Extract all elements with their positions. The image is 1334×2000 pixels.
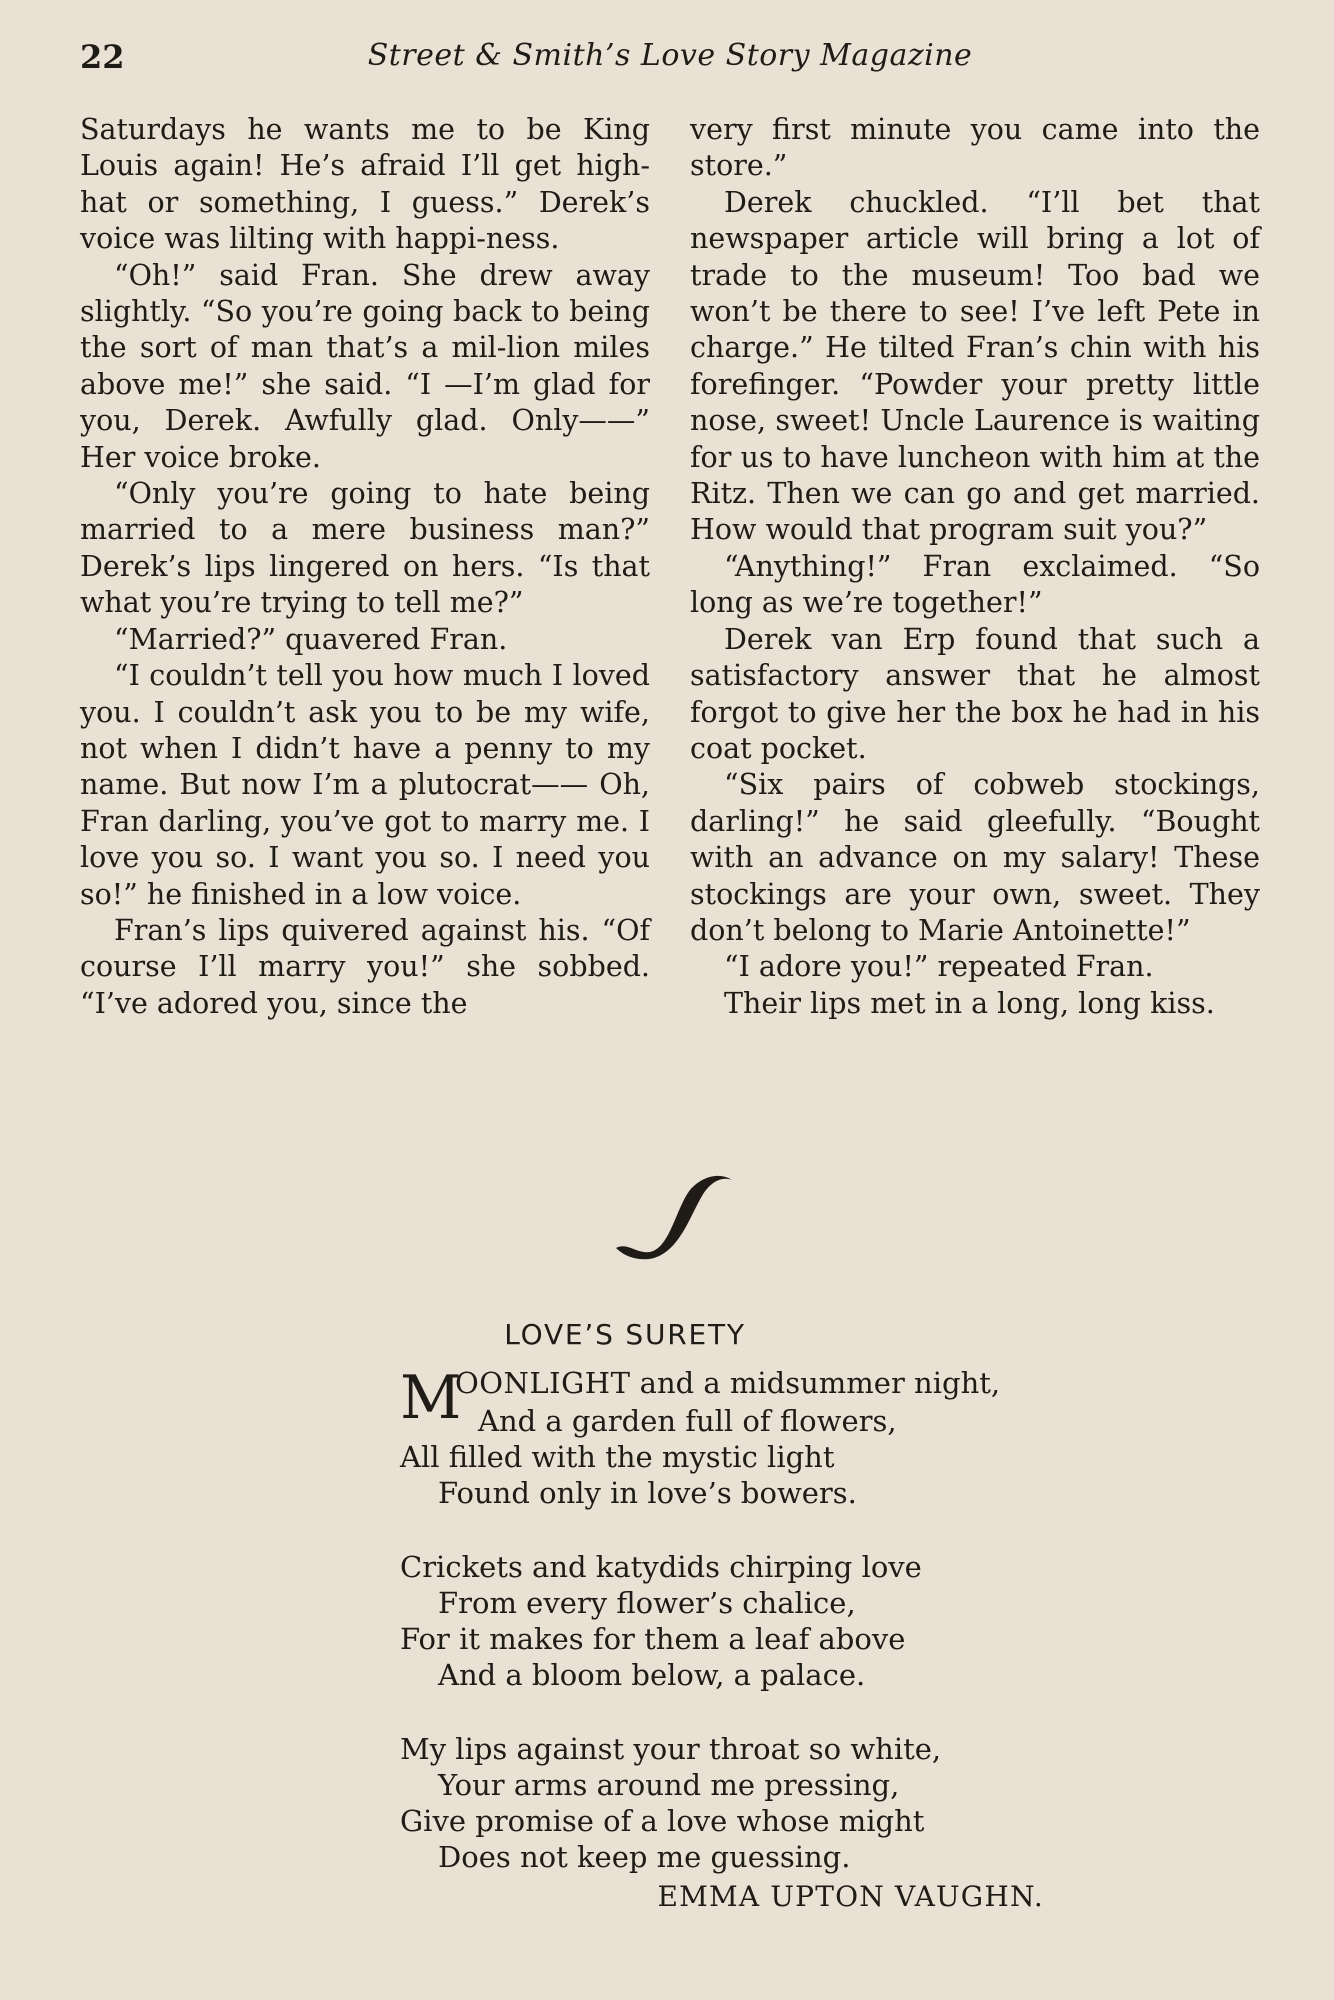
paragraph: Saturdays he wants me to be King Louis again! He’s afraid I’ll get high-hat or something, I guess.” Derek’s voice was lilting with happi-ness. <box>80 113 650 256</box>
paragraph: “Married?” quavered Fran. <box>114 622 508 656</box>
poem-line: Crickets and katydids chirping love <box>400 1550 922 1584</box>
poem-line: For it makes for them a leaf above <box>400 1622 906 1656</box>
poem-line: From every flower’s chalice, <box>438 1586 856 1620</box>
drop-cap: M <box>400 1363 462 1433</box>
paragraph: very first minute you came into the store.” <box>690 113 1260 183</box>
paragraph: Fran’s lips quivered against his. “Of course I’ll marry you!” she sobbed. “I’ve adored you, since the <box>80 913 650 1020</box>
paragraph: “I couldn’t tell you how much I loved you. I couldn’t ask you to be my wife, not when I didn’t have a penny to my name. But now I’m a plutocrat—— Oh, Fran darling, you’ve got to marry me. I love you so. I want you so. I need you so!” he finished in a low voice. <box>80 659 650 911</box>
paragraph: “Oh!” said Fran. She drew away slightly. “So you’re going back to being the sort of man that’s a mil-lion miles above me!” she said. “I —I’m glad for you, Derek. Awfully glad. Only——” Her voice broke. <box>80 258 650 474</box>
poem-author: EMMA UPTON VAUGHN. <box>657 1880 1044 1913</box>
page-header <box>80 38 1260 88</box>
paragraph: “Anything!” Fran exclaimed. “So long as we’re together!” <box>690 549 1260 620</box>
page-number: 22 <box>80 38 125 76</box>
paragraph: “Only you’re going to hate being married to a mere business man?” Derek’s lips lingered on hers. “Is that what you’re trying to tell me?” <box>80 477 650 620</box>
poem-line: Give promise of a love whose might <box>400 1804 925 1838</box>
poem-line: Your arms around me pressing, <box>438 1768 900 1802</box>
running-head: Street & Smith’s Love Story Magazine <box>367 38 973 73</box>
poem-line: And a bloom below, a palace. <box>438 1658 866 1692</box>
first-line-text: and a midsummer night, <box>630 1366 1001 1400</box>
poem-title: LOVE’S SURETY <box>504 1318 746 1351</box>
paragraph: Derek van Erp found that such a satisfactory answer that he almost forgot to give her the box he had in his coat pocket. <box>690 622 1260 765</box>
right-text-column <box>690 112 1260 1022</box>
left-text-column <box>80 112 650 1022</box>
paragraph: “Six pairs of cobweb stockings, darling!” he said gleefully. “Bought with an advance on my salary! These stockings are your own, sweet. They don’t belong to Marie Antoinette!” <box>690 768 1260 947</box>
paragraph: Their lips met in a long, long kiss. <box>724 986 1215 1020</box>
poem-line: Does not keep me guessing. <box>438 1840 851 1874</box>
swash-ornament-icon <box>610 1168 740 1263</box>
poem-line: My lips against your throat so white, <box>400 1732 942 1766</box>
poem-line: And a garden full of flowers, <box>478 1404 897 1438</box>
first-line-small-caps: OONLIGHT <box>455 1366 631 1400</box>
paragraph: Derek chuckled. “I’ll bet that newspaper article will bring a lot of trade to the museum! Too bad we won’t be there to see! I’ve left Pete in charge.” He tilted Fran’s chin with his forefinger. “Powder your pretty little nose, sweet! Uncle Laurence is waiting for us to have luncheon with him at the Ritz. Then we can go and get married. How would that program suit you?” <box>690 185 1260 547</box>
paragraph: “I adore you!” repeated Fran. <box>724 950 1154 984</box>
poem-line: All filled with the mystic light <box>400 1440 835 1474</box>
poem-line: Found only in love’s bowers. <box>438 1476 857 1510</box>
